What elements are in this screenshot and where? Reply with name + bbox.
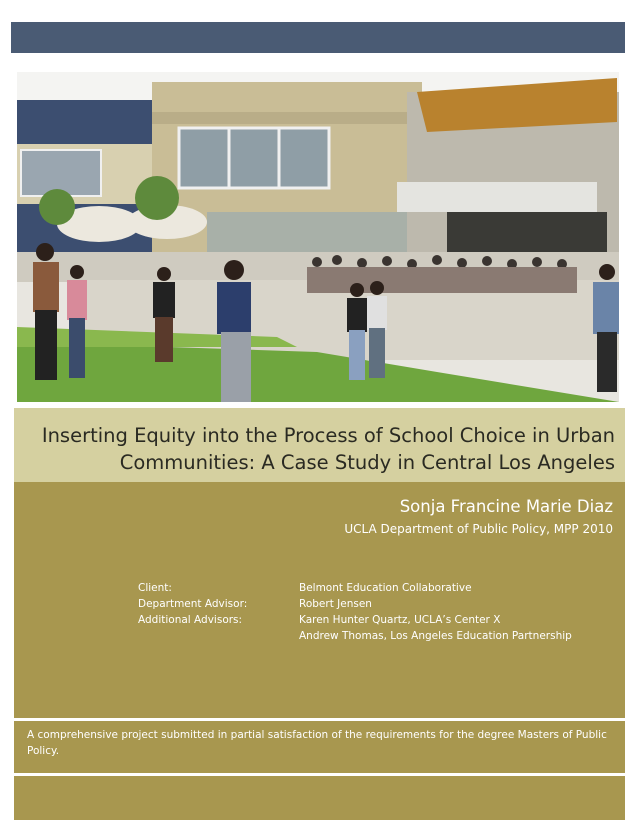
document-title [15, 422, 615, 476]
detail-label: Client: [138, 582, 172, 594]
cover-photo [17, 72, 619, 402]
degree-statement: A comprehensive project submitted in partial satisfaction of the requirements for the degree Masters of Public Policy. [27, 729, 607, 757]
title-band [14, 408, 625, 482]
detail-value: Karen Hunter Quartz, UCLA’s Center X [299, 614, 501, 626]
author-affiliation: UCLA Department of Public Policy, MPP 2010 [344, 522, 613, 536]
detail-row-department-advisor [138, 596, 572, 612]
detail-label: Additional Advisors: [138, 614, 243, 626]
detail-row-client [138, 580, 572, 596]
detail-value: Andrew Thomas, Los Angeles Education Partnership [299, 630, 572, 642]
header-bar [11, 22, 625, 53]
detail-label [138, 628, 299, 644]
campus-photo-illustration [17, 72, 619, 402]
detail-row-additional-advisors-2 [138, 628, 572, 644]
detail-row-additional-advisors [138, 612, 572, 628]
statement-band [14, 721, 625, 773]
detail-value: Robert Jensen [299, 598, 372, 610]
detail-value: Belmont Education Collaborative [299, 582, 472, 594]
info-panel [14, 482, 625, 718]
project-details [138, 580, 572, 644]
detail-label: Department Advisor: [138, 598, 248, 610]
title-line-1: Inserting Equity into the Process of School Choice in Urban [41, 424, 615, 447]
title-line-2: Communities: A Case Study in Central Los Angeles [119, 451, 615, 474]
footer-band [14, 776, 625, 820]
author-name: Sonja Francine Marie Diaz [399, 497, 613, 516]
